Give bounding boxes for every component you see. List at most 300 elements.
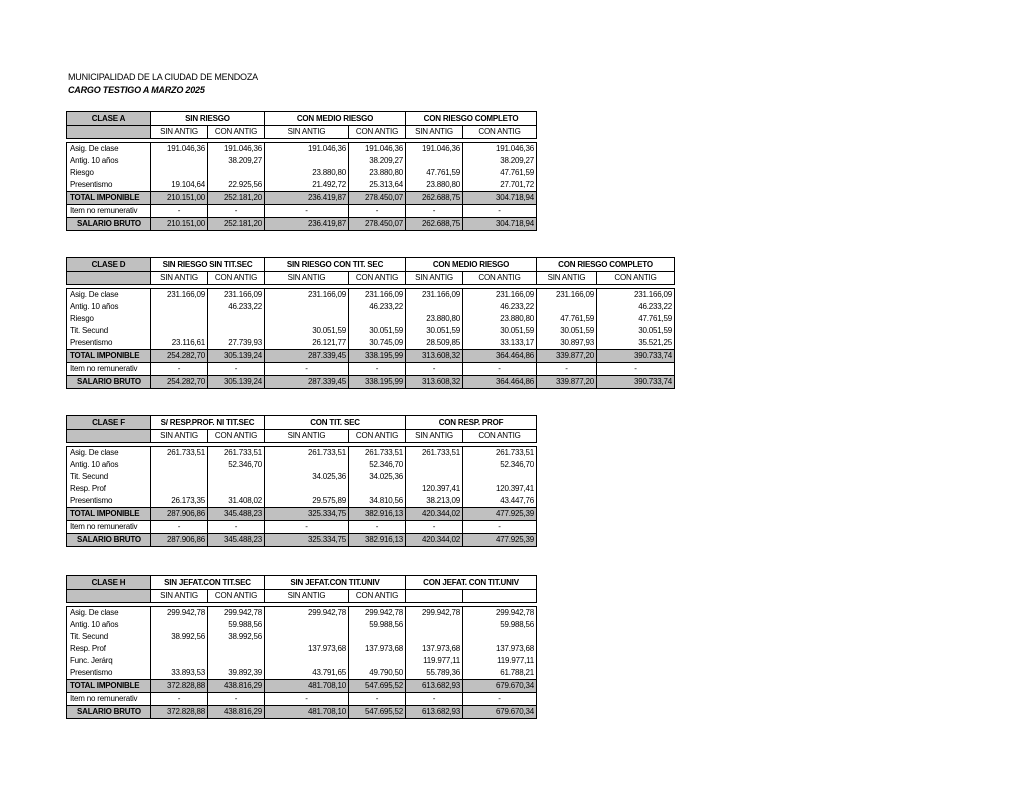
table-row-asig xyxy=(67,447,537,460)
class-label: CLASE A xyxy=(67,112,151,126)
value-cell: 38.992,56 xyxy=(208,631,265,643)
value-cell xyxy=(349,631,406,643)
value-cell: - xyxy=(349,363,406,376)
value-cell: 43.447,76 xyxy=(463,495,537,508)
value-cell: 30.051,59 xyxy=(597,325,675,337)
value-cell: 59.988,56 xyxy=(349,619,406,631)
value-cell: 46.233,22 xyxy=(597,301,675,313)
sub-header-sin xyxy=(406,590,463,603)
class-label: CLASE F xyxy=(67,416,151,430)
value-cell: 46.233,22 xyxy=(349,301,406,313)
row-label: TOTAL IMPONIBLE xyxy=(67,680,151,693)
group-header: SIN JEFAT.CON TIT.UNIV xyxy=(265,576,406,590)
value-cell: 120.397,41 xyxy=(463,483,537,495)
value-cell: 313.608,32 xyxy=(406,376,463,389)
table-row-antig xyxy=(67,301,675,313)
value-cell xyxy=(265,301,349,313)
value-cell: - xyxy=(208,521,265,534)
value-cell: 52.346,70 xyxy=(208,459,265,471)
document-title: MUNICIPALIDAD DE LA CIUDAD DE MENDOZA xyxy=(68,72,258,82)
row-label: Antig. 10 años xyxy=(67,155,151,167)
value-cell: 23.880,80 xyxy=(406,179,463,192)
value-cell: - xyxy=(406,363,463,376)
value-cell: 613.682,93 xyxy=(406,680,463,693)
table-clase-h xyxy=(66,575,537,719)
value-cell: 299.942,78 xyxy=(463,607,537,620)
value-cell xyxy=(265,655,349,667)
value-cell: 33.133,17 xyxy=(463,337,537,350)
value-cell: - xyxy=(151,363,208,376)
sub-header-blank xyxy=(67,126,151,139)
value-cell: 252.181,20 xyxy=(208,218,265,231)
value-cell: - xyxy=(151,205,208,218)
row-label: TOTAL IMPONIBLE xyxy=(67,350,151,363)
value-cell: 210.151,00 xyxy=(151,218,208,231)
value-cell: 278.450,07 xyxy=(349,192,406,205)
value-cell xyxy=(208,483,265,495)
group-header: SIN RIESGO CON TIT. SEC xyxy=(265,258,406,272)
value-cell: 23.880,80 xyxy=(265,167,349,179)
value-cell: 137.973,68 xyxy=(406,643,463,655)
value-cell: 28.509,85 xyxy=(406,337,463,350)
table-row-antig xyxy=(67,459,537,471)
value-cell: 261.733,51 xyxy=(151,447,208,460)
value-cell: 477.925,39 xyxy=(463,508,537,521)
table-row-salario xyxy=(67,376,675,389)
value-cell: - xyxy=(406,205,463,218)
table-row-presentismo xyxy=(67,179,537,192)
group-header: SIN RIESGO SIN TIT.SEC xyxy=(151,258,265,272)
value-cell: 313.608,32 xyxy=(406,350,463,363)
value-cell: 438.816,29 xyxy=(208,680,265,693)
value-cell: 23.116,61 xyxy=(151,337,208,350)
value-cell: 39.892,39 xyxy=(208,667,265,680)
value-cell: - xyxy=(151,693,208,706)
value-cell xyxy=(406,459,463,471)
sub-header-sin: SIN ANTIG xyxy=(151,430,208,443)
table-row-antig xyxy=(67,155,537,167)
table-row-salario xyxy=(67,706,537,719)
group-header-row xyxy=(67,576,537,590)
value-cell: - xyxy=(265,693,349,706)
value-cell xyxy=(208,655,265,667)
sub-header-con: CON ANTIG xyxy=(349,590,406,603)
row-label: TOTAL IMPONIBLE xyxy=(67,192,151,205)
sub-header-con: CON ANTIG xyxy=(463,430,537,443)
value-cell: 30.897,93 xyxy=(537,337,597,350)
row-label: Asig. De clase xyxy=(67,143,151,156)
table-row-func-jerarq xyxy=(67,655,537,667)
table-clase-d xyxy=(66,257,675,389)
value-cell: 325.334,75 xyxy=(265,508,349,521)
row-label: TOTAL IMPONIBLE xyxy=(67,508,151,521)
table-row-no-rem xyxy=(67,205,537,218)
value-cell xyxy=(406,631,463,643)
value-cell: 287.339,45 xyxy=(265,350,349,363)
sub-header-sin: SIN ANTIG xyxy=(537,272,597,285)
group-header: CON RIESGO COMPLETO xyxy=(537,258,675,272)
value-cell: 38.209,27 xyxy=(208,155,265,167)
value-cell xyxy=(406,619,463,631)
value-cell: - xyxy=(349,205,406,218)
value-cell xyxy=(265,483,349,495)
value-cell: - xyxy=(406,521,463,534)
value-cell: 59.988,56 xyxy=(208,619,265,631)
value-cell xyxy=(265,155,349,167)
table-row-no-rem xyxy=(67,693,537,706)
group-header: CON TIT. SEC xyxy=(265,416,406,430)
value-cell xyxy=(265,313,349,325)
value-cell: 22.925,56 xyxy=(208,179,265,192)
value-cell: 34.025,36 xyxy=(349,471,406,483)
value-cell: 254.282,70 xyxy=(151,376,208,389)
value-cell: 252.181,20 xyxy=(208,192,265,205)
sub-header-row xyxy=(67,272,675,285)
value-cell: 31.408,02 xyxy=(208,495,265,508)
value-cell: 34.810,56 xyxy=(349,495,406,508)
table-row-presentismo xyxy=(67,337,675,350)
row-label: Asig. De clase xyxy=(67,447,151,460)
value-cell: 236.419,87 xyxy=(265,192,349,205)
row-label: Item no remunerativ xyxy=(67,521,151,534)
value-cell: - xyxy=(406,693,463,706)
value-cell: - xyxy=(208,205,265,218)
value-cell: 372.828,88 xyxy=(151,706,208,719)
value-cell: 364.464,86 xyxy=(463,376,537,389)
table-row-presentismo xyxy=(67,495,537,508)
value-cell: 481.708,10 xyxy=(265,680,349,693)
value-cell: 304.718,94 xyxy=(463,218,537,231)
group-header: SIN RIESGO xyxy=(151,112,265,126)
value-cell: 338.195,99 xyxy=(349,376,406,389)
table-row-resp-prof xyxy=(67,643,537,655)
value-cell: 52.346,70 xyxy=(349,459,406,471)
sub-header-sin: SIN ANTIG xyxy=(265,126,349,139)
value-cell xyxy=(265,459,349,471)
value-cell: 52.346,70 xyxy=(463,459,537,471)
value-cell: 299.942,78 xyxy=(208,607,265,620)
value-cell: 481.708,10 xyxy=(265,706,349,719)
value-cell: - xyxy=(537,363,597,376)
row-label: SALARIO BRUTO xyxy=(67,376,151,389)
sub-header-sin: SIN ANTIG xyxy=(151,126,208,139)
value-cell: 191.046,36 xyxy=(406,143,463,156)
sub-header-con xyxy=(463,590,537,603)
value-cell: 49.790,50 xyxy=(349,667,406,680)
value-cell: - xyxy=(463,205,537,218)
value-cell xyxy=(349,313,406,325)
sub-header-con: CON ANTIG xyxy=(349,272,406,285)
table-row-tit-secund xyxy=(67,471,537,483)
class-label: CLASE D xyxy=(67,258,151,272)
value-cell: 261.733,51 xyxy=(265,447,349,460)
sub-header-sin: SIN ANTIG xyxy=(406,126,463,139)
value-cell: 390.733,74 xyxy=(597,350,675,363)
sub-header-sin: SIN ANTIG xyxy=(151,590,208,603)
value-cell: - xyxy=(208,693,265,706)
sub-header-sin: SIN ANTIG xyxy=(406,430,463,443)
value-cell: 38.209,27 xyxy=(349,155,406,167)
value-cell xyxy=(151,471,208,483)
value-cell xyxy=(151,155,208,167)
value-cell: 30.051,59 xyxy=(463,325,537,337)
value-cell: 613.682,93 xyxy=(406,706,463,719)
sub-header-row xyxy=(67,430,537,443)
value-cell: 261.733,51 xyxy=(208,447,265,460)
table-row-tit-secund xyxy=(67,631,537,643)
row-label: Tit. Secund xyxy=(67,631,151,643)
value-cell: 231.166,09 xyxy=(349,289,406,302)
value-cell: 21.492,72 xyxy=(265,179,349,192)
value-cell: 191.046,36 xyxy=(463,143,537,156)
value-cell: 27.739,93 xyxy=(208,337,265,350)
row-label: Presentismo xyxy=(67,667,151,680)
value-cell: 38.992,56 xyxy=(151,631,208,643)
value-cell: 420.344,02 xyxy=(406,534,463,547)
sub-header-con: CON ANTIG xyxy=(208,126,265,139)
row-label: Resp. Prof xyxy=(67,643,151,655)
value-cell: 23.880,80 xyxy=(349,167,406,179)
sub-header-blank xyxy=(67,430,151,443)
value-cell: 30.051,59 xyxy=(537,325,597,337)
document-subtitle: CARGO TESTIGO A MARZO 2025 xyxy=(68,85,205,95)
row-label: Antig. 10 años xyxy=(67,619,151,631)
value-cell: 34.025,36 xyxy=(265,471,349,483)
value-cell: 278.450,07 xyxy=(349,218,406,231)
value-cell: 364.464,86 xyxy=(463,350,537,363)
value-cell: - xyxy=(597,363,675,376)
value-cell: 26.173,35 xyxy=(151,495,208,508)
row-label: SALARIO BRUTO xyxy=(67,534,151,547)
value-cell: 191.046,36 xyxy=(265,143,349,156)
value-cell: 47.761,59 xyxy=(597,313,675,325)
value-cell: - xyxy=(463,693,537,706)
group-header: CON RESP. PROF xyxy=(406,416,537,430)
value-cell: 299.942,78 xyxy=(265,607,349,620)
row-label: Antig. 10 años xyxy=(67,459,151,471)
group-header: CON RIESGO COMPLETO xyxy=(406,112,537,126)
value-cell xyxy=(151,301,208,313)
value-cell: - xyxy=(463,363,537,376)
table-row-asig xyxy=(67,607,537,620)
row-label: SALARIO BRUTO xyxy=(67,706,151,719)
value-cell: 236.419,87 xyxy=(265,218,349,231)
value-cell: 345.488,23 xyxy=(208,534,265,547)
value-cell xyxy=(151,167,208,179)
table-row-asig xyxy=(67,289,675,302)
value-cell: - xyxy=(151,521,208,534)
value-cell: 27.701,72 xyxy=(463,179,537,192)
value-cell: 287.339,45 xyxy=(265,376,349,389)
value-cell xyxy=(208,313,265,325)
value-cell: - xyxy=(463,521,537,534)
value-cell: 47.761,59 xyxy=(537,313,597,325)
value-cell: 261.733,51 xyxy=(349,447,406,460)
value-cell: 547.695,52 xyxy=(349,680,406,693)
value-cell: 120.397,41 xyxy=(406,483,463,495)
value-cell: 231.166,09 xyxy=(208,289,265,302)
value-cell: 137.973,68 xyxy=(265,643,349,655)
row-label: Item no remunerativ xyxy=(67,693,151,706)
value-cell: 679.670,34 xyxy=(463,706,537,719)
sub-header-con: CON ANTIG xyxy=(208,590,265,603)
value-cell: 231.166,09 xyxy=(151,289,208,302)
group-header: CON MEDIO RIESGO xyxy=(406,258,537,272)
group-header: CON MEDIO RIESGO xyxy=(265,112,406,126)
sub-header-blank xyxy=(67,590,151,603)
value-cell: 262.688,75 xyxy=(406,218,463,231)
value-cell: 305.139,24 xyxy=(208,376,265,389)
value-cell xyxy=(406,301,463,313)
value-cell xyxy=(151,325,208,337)
value-cell: 231.166,09 xyxy=(406,289,463,302)
value-cell xyxy=(151,619,208,631)
value-cell: - xyxy=(265,363,349,376)
value-cell: 338.195,99 xyxy=(349,350,406,363)
sub-header-con: CON ANTIG xyxy=(349,126,406,139)
value-cell: 339.877,20 xyxy=(537,350,597,363)
value-cell: 29.575,89 xyxy=(265,495,349,508)
table-row-riesgo xyxy=(67,313,675,325)
value-cell xyxy=(151,483,208,495)
value-cell: 304.718,94 xyxy=(463,192,537,205)
value-cell: 261.733,51 xyxy=(463,447,537,460)
table-row-total xyxy=(67,350,675,363)
row-label: Asig. De clase xyxy=(67,607,151,620)
value-cell xyxy=(151,643,208,655)
value-cell: 231.166,09 xyxy=(265,289,349,302)
value-cell: 420.344,02 xyxy=(406,508,463,521)
value-cell: 390.733,74 xyxy=(597,376,675,389)
sub-header-blank xyxy=(67,272,151,285)
group-header: S/ RESP.PROF. NI TIT.SEC xyxy=(151,416,265,430)
sub-header-con: CON ANTIG xyxy=(463,126,537,139)
value-cell: 30.051,59 xyxy=(265,325,349,337)
value-cell: - xyxy=(208,363,265,376)
value-cell: 231.166,09 xyxy=(597,289,675,302)
sub-header-con: CON ANTIG xyxy=(349,430,406,443)
value-cell: 231.166,09 xyxy=(463,289,537,302)
table-row-total xyxy=(67,192,537,205)
value-cell xyxy=(406,471,463,483)
value-cell: 372.828,88 xyxy=(151,680,208,693)
table-row-total xyxy=(67,680,537,693)
value-cell: 59.988,56 xyxy=(463,619,537,631)
value-cell: 46.233,22 xyxy=(208,301,265,313)
sub-header-sin: SIN ANTIG xyxy=(265,590,349,603)
value-cell: 46.233,22 xyxy=(463,301,537,313)
row-label: Item no remunerativ xyxy=(67,363,151,376)
value-cell: 55.789,36 xyxy=(406,667,463,680)
row-label: SALARIO BRUTO xyxy=(67,218,151,231)
table-clase-f xyxy=(66,415,537,547)
value-cell: 137.973,68 xyxy=(463,643,537,655)
value-cell: 25.313,64 xyxy=(349,179,406,192)
sub-header-sin: SIN ANTIG xyxy=(265,430,349,443)
row-label: Asig. De clase xyxy=(67,289,151,302)
table-row-antig xyxy=(67,619,537,631)
value-cell: 23.880,80 xyxy=(463,313,537,325)
row-label: Item no remunerativ xyxy=(67,205,151,218)
value-cell: 38.209,27 xyxy=(463,155,537,167)
value-cell xyxy=(208,325,265,337)
value-cell: 33.893,53 xyxy=(151,667,208,680)
group-header-row xyxy=(67,112,537,126)
value-cell: 30.051,59 xyxy=(349,325,406,337)
value-cell: - xyxy=(349,693,406,706)
value-cell xyxy=(537,301,597,313)
sub-header-con: CON ANTIG xyxy=(597,272,675,285)
value-cell: 299.942,78 xyxy=(406,607,463,620)
value-cell xyxy=(208,167,265,179)
value-cell: 287.906,86 xyxy=(151,508,208,521)
row-label: Presentismo xyxy=(67,337,151,350)
row-label: Func. Jerárq xyxy=(67,655,151,667)
value-cell: 679.670,34 xyxy=(463,680,537,693)
value-cell: - xyxy=(349,521,406,534)
value-cell: 299.942,78 xyxy=(349,607,406,620)
table-row-salario xyxy=(67,218,537,231)
value-cell: 19.104,64 xyxy=(151,179,208,192)
row-label: Resp. Prof xyxy=(67,483,151,495)
value-cell: 191.046,36 xyxy=(151,143,208,156)
table-row-resp-prof xyxy=(67,483,537,495)
sub-header-row xyxy=(67,126,537,139)
value-cell: - xyxy=(265,521,349,534)
value-cell xyxy=(463,471,537,483)
value-cell: 30.745,09 xyxy=(349,337,406,350)
value-cell xyxy=(349,483,406,495)
value-cell: 47.761,59 xyxy=(463,167,537,179)
value-cell: 191.046,36 xyxy=(208,143,265,156)
table-row-salario xyxy=(67,534,537,547)
value-cell: 305.139,24 xyxy=(208,350,265,363)
sub-header-con: CON ANTIG xyxy=(208,430,265,443)
value-cell xyxy=(265,619,349,631)
value-cell: 438.816,29 xyxy=(208,706,265,719)
value-cell xyxy=(349,655,406,667)
value-cell: 23.880,80 xyxy=(406,313,463,325)
value-cell xyxy=(265,631,349,643)
value-cell xyxy=(151,459,208,471)
value-cell: 339.877,20 xyxy=(537,376,597,389)
value-cell: 210.151,00 xyxy=(151,192,208,205)
value-cell: 30.051,59 xyxy=(406,325,463,337)
table-row-riesgo xyxy=(67,167,537,179)
sub-header-sin: SIN ANTIG xyxy=(406,272,463,285)
value-cell: 119.977,11 xyxy=(406,655,463,667)
value-cell: 261.733,51 xyxy=(406,447,463,460)
value-cell: 477.925,39 xyxy=(463,534,537,547)
sub-header-con: CON ANTIG xyxy=(208,272,265,285)
value-cell: 47.761,59 xyxy=(406,167,463,179)
row-label: Presentismo xyxy=(67,495,151,508)
value-cell: 262.688,75 xyxy=(406,192,463,205)
table-clase-a xyxy=(66,111,537,231)
value-cell: 547.695,52 xyxy=(349,706,406,719)
value-cell: 26.121,77 xyxy=(265,337,349,350)
table-row-asig xyxy=(67,143,537,156)
sub-header-con: CON ANTIG xyxy=(463,272,537,285)
value-cell: 325.334,75 xyxy=(265,534,349,547)
row-label: Tit. Secund xyxy=(67,325,151,337)
row-label: Antig. 10 años xyxy=(67,301,151,313)
value-cell: 191.046,36 xyxy=(349,143,406,156)
value-cell: - xyxy=(265,205,349,218)
table-row-presentismo xyxy=(67,667,537,680)
value-cell: 231.166,09 xyxy=(537,289,597,302)
value-cell xyxy=(463,631,537,643)
